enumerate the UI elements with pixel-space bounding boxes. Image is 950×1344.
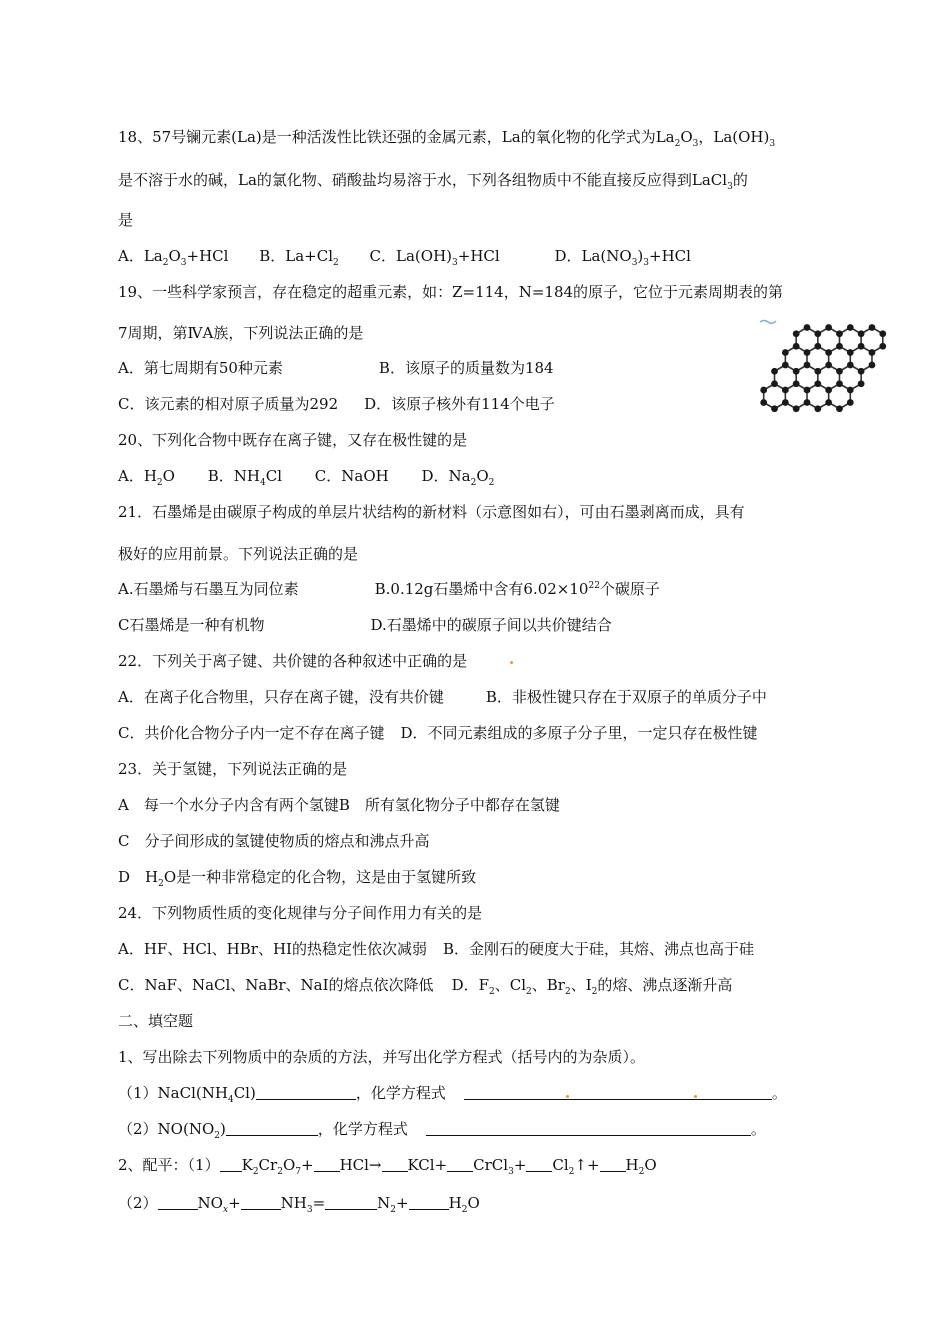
q21-option-b: B.0.12g石墨烯中含有$6.02\times 10^{22}$个碳原子 [374, 580, 660, 598]
carbon-atom [804, 349, 811, 356]
q24-options-ab [118, 939, 754, 959]
carbon-atom [836, 380, 843, 387]
carbon-atom [782, 362, 789, 369]
q22-option-b: B．非极性键只存在于双原子的单质分子中 [485, 688, 767, 706]
coefficient-blank[interactable] [600, 1157, 626, 1172]
carbon-atom [793, 380, 800, 387]
coefficient-blank[interactable] [158, 1195, 198, 1210]
carbon-atom [782, 387, 789, 394]
q22-option-c: C．共价化合物分子内一定不存在离子键 [118, 724, 385, 742]
q22-stem: 22．下列关于离子键、共价键的各种叙述中正确的是 [118, 652, 468, 670]
carbon-atom [771, 405, 778, 412]
q24-options-cd [118, 975, 732, 995]
carbon-atom [814, 343, 821, 350]
q22-option-d: D．不同元素组成的多原子分子里，一定只存在极性键 [400, 724, 758, 742]
q22-options-cd [118, 723, 758, 743]
carbon-atom [771, 380, 778, 387]
carbon-atom [793, 330, 800, 337]
scan-mark [760, 321, 776, 324]
q18-stem-line3: 是 [118, 211, 134, 229]
carbon-atom [793, 368, 800, 375]
q20-option-b: B．$NH_4Cl$ [207, 467, 282, 488]
equation-blank[interactable] [426, 1121, 751, 1136]
q19-option-c: C．该元素的相对原子质量为292 [118, 395, 339, 413]
coefficient-blank[interactable] [382, 1157, 408, 1172]
equation-blank[interactable] [464, 1085, 772, 1100]
carbon-atom [858, 380, 865, 387]
carbon-atom [847, 349, 854, 356]
q19-stem-line1: 19、一些科学家预言，存在稳定的超重元素，如：Z=114，N=184的原子，它位于元素周期表的第 [118, 283, 784, 301]
q20-options [118, 466, 494, 486]
carbon-atom [869, 362, 876, 369]
q24-option-b: B．金刚石的硬度大于硅，其熔、沸点也高于硅 [442, 940, 754, 958]
graphene-structure-figure [752, 312, 902, 430]
q18-option-c: C．$La(OH)_3+HCl$ [369, 247, 500, 268]
carbon-atom [814, 380, 821, 387]
carbon-atom [825, 324, 832, 331]
q23-stem: 23．关于氢键，下列说法正确的是 [118, 760, 348, 778]
carbon-atom [869, 349, 876, 356]
fill-q2-part2: （2） $NO_x+ NH_3= N_2+ H_2O$ [118, 1194, 480, 1215]
q22-option-a: A．在离子化合物里，只存在离子键，没有共价键 [118, 688, 444, 706]
q19-option-d: D．该原子核外有114个电子 [364, 395, 555, 413]
fill-q1-part2: $(2)NO(NO_2)$ ，化学方程式 。 [118, 1120, 766, 1141]
carbon-atom [836, 405, 843, 412]
q21-stem-line2: 极好的应用前景。下列说法正确的是 [118, 545, 359, 563]
q20-option-c: C．NaOH [314, 467, 389, 485]
carbon-atom [847, 362, 854, 369]
q18-option-a: A．$La_2O_3+HCl$ [118, 247, 229, 268]
carbon-atom [793, 405, 800, 412]
q21-options-ab [118, 579, 660, 599]
q18-stem-line1: 18、57号镧元素(La)是一种活泼性比铁还强的金属元素，La的氧化物的化学式为$La_2O_3$，$La(OH)_3$ [118, 128, 776, 149]
fill-q2-part1: 2、配平：（1） $K_2Cr_2O_7+ HCl\to KCl+$ CrCl$_3$+ $Cl_2↑+ H_2O$ [118, 1156, 657, 1177]
q19-options-cd [118, 394, 555, 414]
carbon-atom [804, 399, 811, 406]
q21-option-d: D.石墨烯中的碳原子间以共价键结合 [370, 616, 612, 634]
q19-option-a: A．第七周期有50种元素 [118, 359, 283, 377]
carbon-atom [782, 399, 789, 406]
fill-q1-stem: 1、写出除去下列物质中的杂质的方法，并写出化学方程式（括号内的为杂质）。 [118, 1048, 646, 1066]
carbon-atom [879, 343, 886, 350]
coefficient-blank[interactable] [220, 1157, 242, 1172]
carbon-atom [825, 387, 832, 394]
q24-stem: 24．下列物质性质的变化规律与分子间作用力有关的是 [118, 904, 483, 922]
fill-q1-part1: $(1)NaCl(NH_4Cl)$ ，化学方程式 。 [118, 1084, 787, 1105]
answer-blank[interactable] [226, 1121, 318, 1136]
section-title: 二、填空题 [118, 1012, 194, 1030]
stray-mark [694, 1095, 697, 1098]
carbon-atom [804, 362, 811, 369]
carbon-atom [771, 368, 778, 375]
carbon-atom [847, 324, 854, 331]
carbon-atom [847, 399, 854, 406]
carbon-atom [804, 387, 811, 394]
coefficient-blank[interactable] [241, 1195, 281, 1210]
q19-option-b: B．该原子的质量数为184 [378, 359, 554, 377]
q21-option-a: A.石墨烯与石墨互为同位素 [118, 580, 299, 598]
q18-option-b: B．$La+Cl_2$ [259, 247, 339, 268]
q20-option-a: A．$H_2O$ [118, 467, 175, 488]
stray-mark [510, 661, 513, 664]
carbon-atom [825, 399, 832, 406]
q18-stem-line2: 是不溶于水的碱，La的氯化物、硝酸盐均易溶于水，下列各组物质中不能直接反应得到LaCl$_3$的 [118, 171, 748, 192]
q21-options-cd [118, 615, 612, 635]
q24-option-d: D．$F_2$、$Cl_2$、$Br_2$、$I_2$的熔、沸点逐渐升高 [451, 976, 733, 997]
carbon-atom [836, 330, 843, 337]
q19-stem-line2: 7周期，第ⅣA族，下列说法正确的是 [118, 324, 364, 342]
carbon-atom [836, 368, 843, 375]
coefficient-blank[interactable] [325, 1195, 377, 1210]
q23-option-d: D $H_2O$是一种非常稳定的化合物，这是由于氢键所致 [118, 868, 477, 889]
q22-options-ab [118, 687, 767, 707]
carbon-atom [760, 387, 767, 394]
carbon-atom [760, 399, 767, 406]
carbon-atom [858, 368, 865, 375]
answer-blank[interactable] [256, 1085, 356, 1100]
q21-stem-line1: 21．石墨烯是由碳原子构成的单层片状结构的新材料（示意图如右），可由石墨剥离而成，具有 [118, 503, 745, 521]
carbon-atom [793, 343, 800, 350]
q19-options-ab [118, 358, 554, 378]
carbon-atom [814, 405, 821, 412]
q24-option-a: A．HF、HCl、HBr、HI的热稳定性依次减弱 [118, 940, 427, 958]
carbon-atom [804, 324, 811, 331]
coefficient-blank[interactable] [409, 1195, 449, 1210]
q21-option-c: C石墨烯是一种有机物 [118, 616, 265, 634]
q24-option-c: C．NaF、NaCl、NaBr、NaI的熔点依次降低 [118, 976, 434, 994]
q23-options-ab: A 每一个水分子内含有两个氢键B 所有氢化物分子中都存在氢键 [118, 796, 560, 814]
q23-option-c: C 分子间形成的氢键使物质的熔点和沸点升高 [118, 832, 430, 850]
carbon-atom [814, 368, 821, 375]
carbon-atom [869, 324, 876, 331]
q20-option-d: D．$Na_2O_2$ [421, 467, 495, 488]
carbon-atom [825, 349, 832, 356]
carbon-atom [879, 330, 886, 337]
q20-stem: 20、下列化合物中既存在离子键，又存在极性键的是 [118, 431, 468, 449]
stray-mark [566, 1095, 569, 1098]
carbon-atom [836, 343, 843, 350]
carbon-atom [858, 330, 865, 337]
coefficient-blank[interactable] [447, 1157, 473, 1172]
carbon-atom [847, 387, 854, 394]
carbon-atom [814, 330, 821, 337]
coefficient-blank[interactable] [314, 1157, 340, 1172]
q18-options [118, 246, 691, 266]
carbon-atom [825, 362, 832, 369]
coefficient-blank[interactable] [526, 1157, 552, 1172]
q18-option-d: D．$La(NO_3)_3+HCl$ [554, 247, 691, 268]
carbon-atom [782, 349, 789, 356]
carbon-atom [858, 343, 865, 350]
